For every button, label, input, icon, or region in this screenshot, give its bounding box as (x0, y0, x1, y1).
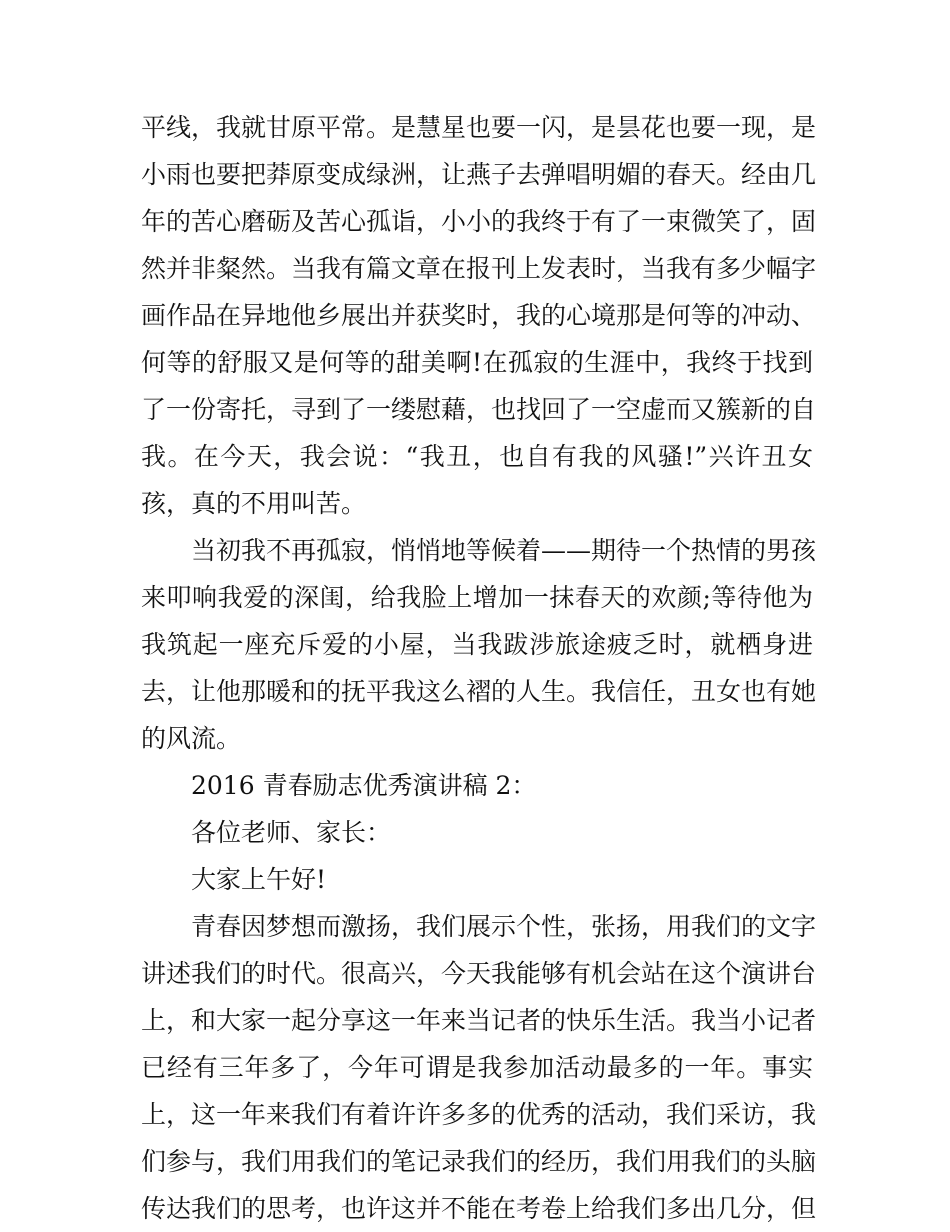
text-line: 2016 青春励志优秀演讲稿 2： (191, 771, 537, 800)
text-line: 当初我不再孤寂，悄悄地等候着——期待一个热情的男孩 (191, 536, 817, 565)
text-line: 我。在今天，我会说：“我丑，也自有我的风骚!”兴许丑女 (141, 442, 813, 471)
text-line: 讲述我们的时代。很高兴，今天我能够有机会站在这个演讲台 (141, 959, 817, 988)
text-line: 去，让他那暖和的抚平我这么褶的人生。我信任，丑女也有她 (141, 677, 817, 706)
text-line: 了一份寄托，寻到了一缕慰藉，也找回了一空虚而又簇新的自 (141, 395, 817, 424)
text-line: 小雨也要把莽原变成绿洲，让燕子去弹唱明媚的春天。经由几 (141, 160, 817, 189)
document-body (141, 104, 817, 1232)
text-line: 的风流。 (141, 724, 242, 753)
text-line: 们参与，我们用我们的笔记录我们的经历，我们用我们的头脑 (141, 1147, 817, 1176)
text-line: 画作品在异地他乡展出并获奖时，我的心境那是何等的冲动、 (141, 301, 817, 330)
text-line: 传达我们的思考，也许这并不能在考卷上给我们多出几分，但 (141, 1194, 817, 1223)
text-line: 平线，我就甘原平常。是慧星也要一闪，是昙花也要一现，是 (141, 113, 817, 142)
text-line: 大家上午好! (191, 865, 327, 894)
text-line: 来叩响我爱的深闺，给我脸上增加一抹春天的欢颜;等待他为 (141, 583, 813, 612)
text-line: 各位老师、家长： (191, 818, 392, 847)
text-line: 青春因梦想而激扬，我们展示个性，张扬，用我们的文字 (191, 912, 817, 941)
text-line: 我筑起一座充斥爱的小屋，当我跋涉旅途疲乏时，就栖身进 (141, 630, 813, 659)
text-line: 何等的舒服又是何等的甜美啊!在孤寂的生涯中，我终于找到 (141, 348, 813, 377)
text-line: 已经有三年多了，今年可谓是我参加活动最多的一年。事实 (141, 1053, 813, 1082)
text-line: 上，和大家一起分享这一年来当记者的快乐生活。我当小记者 (141, 1006, 817, 1035)
text-line: 年的苦心磨砺及苦心孤诣，小小的我终于有了一束微笑了，固 (141, 207, 817, 236)
text-line: 上，这一年来我们有着许许多多的优秀的活动，我们采访，我 (141, 1100, 817, 1129)
text-line: 然并非粲然。当我有篇文章在报刊上发表时，当我有多少幅字 (141, 254, 817, 283)
text-line: 孩，真的不用叫苦。 (141, 489, 367, 518)
